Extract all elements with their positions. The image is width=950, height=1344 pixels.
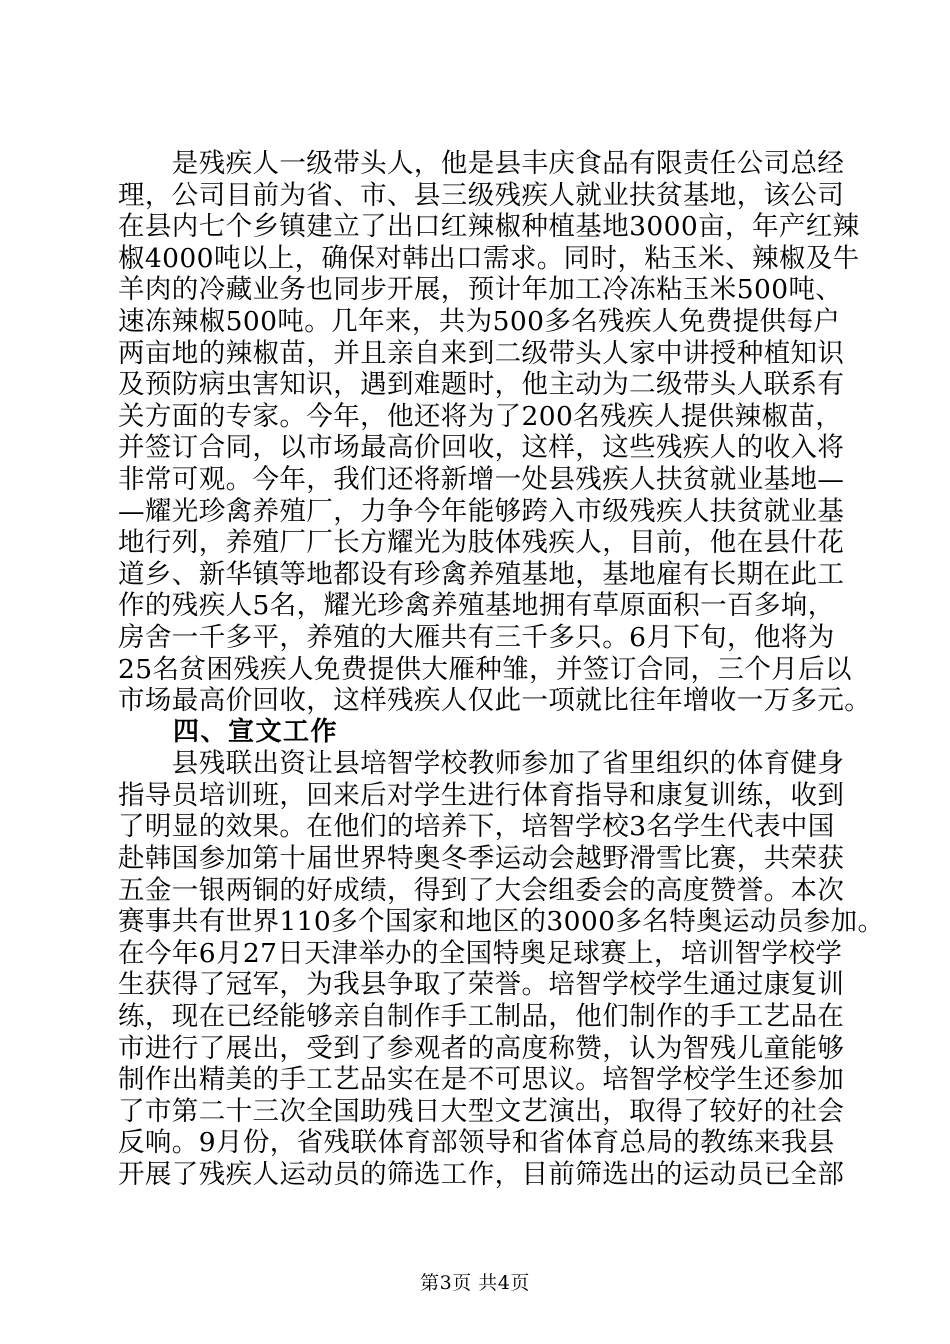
text-line: 羊肉的冷藏业务也同步开展，预计年加工冷冻粘玉米500吨、 — [118, 274, 843, 306]
text-line: 开展了残疾人运动员的筛选工作，目前筛选出的运动员已全部 — [118, 1159, 845, 1190]
text-line: 道乡、新华镇等地都设有珍禽养殖基地，基地雇有长期在此工 — [118, 558, 845, 590]
text-line: 了明显的效果。在他们的培养下，培智学校3名学生代表中国 — [118, 811, 835, 843]
text-line: 五金一银两铜的好成绩，得到了大会组委会的高度赞誉。本次 — [118, 874, 845, 906]
text-line: 并签订合同，以市场最高价回收，这样，这些残疾人的收入将 — [118, 432, 845, 464]
text-line: 房舍一千多平，养殖的大雁共有三千多只。6月下旬，他将为 — [118, 621, 835, 653]
text-line: 生获得了冠军，为我县争取了荣誉。培智学校学生通过康复训 — [118, 969, 845, 1001]
text-line: 赛事共有世界110多个国家和地区的3000多名特奥运动员参加。 — [118, 906, 885, 938]
text-line: 及预防病虫害知识，遇到难题时，他主动为二级带头人联系有 — [118, 369, 845, 401]
text-line: 地行列，养殖厂厂长方耀光为肢体残疾人，目前，他在县什花 — [118, 527, 845, 559]
text-line: 在县内七个乡镇建立了出口红辣椒种植基地3000亩，年产红辣 — [118, 211, 860, 243]
text-line: 赴韩国参加第十届世界特奥冬季运动会越野滑雪比赛，共荣获 — [118, 843, 845, 875]
text-line: 制作出精美的手工艺品实在是不可思议。培智学校学生还参加 — [118, 1064, 845, 1096]
text-line: 两亩地的辣椒苗，并且亲自来到二级带头人家中讲授种植知识 — [118, 337, 845, 369]
text-line: 反响。9月份，省残联体育部领导和省体育总局的教练来我县 — [118, 1127, 835, 1159]
text-line: 理，公司目前为省、市、县三级残疾人就业扶贫基地，该公司 — [118, 179, 845, 211]
text-line: 关方面的专家。今年，他还将为了200名残疾人提供辣椒苗， — [118, 400, 843, 432]
text-line: 速冻辣椒500吨。几年来，共为500多名残疾人免费提供每户 — [118, 305, 841, 337]
text-line: 在今年6月27日天津举办的全国特奥足球赛上，培训智学校学 — [118, 937, 843, 969]
text-line: 25名贫困残疾人免费提供大雁种雏，并签订合同，三个月后以 — [118, 653, 852, 685]
text-line: 了市第二十三次全国助残日大型文艺演出，取得了较好的社会 — [118, 1095, 845, 1127]
text-line: 非常可观。今年，我们还将新增一处县残疾人扶贫就业基地— — [118, 463, 845, 495]
section-heading: 四、宣文工作 — [118, 716, 339, 747]
text-line: 县残联出资让县培智学校教师参加了省里组织的体育健身 — [118, 748, 845, 780]
page-number: 第3页 共4页 — [420, 1272, 530, 1294]
text-line: 市进行了展出，受到了参观者的高度称赞，认为智残儿童能够 — [118, 1032, 845, 1064]
text-line: 练，现在已经能够亲自制作手工制品，他们制作的手工艺品在 — [118, 1001, 845, 1033]
text-line: 指导员培训班，回来后对学生进行体育指导和康复训练，收到 — [118, 779, 845, 811]
text-line: 作的残疾人5名，耀光珍禽养殖基地拥有草原面积一百多垧， — [118, 590, 835, 622]
document-body — [118, 148, 885, 1191]
text-line: 椒4000吨以上，确保对韩出口需求。同时，粘玉米、辣椒及牛 — [118, 242, 860, 274]
text-line: 市场最高价回收，这样残疾人仅此一项就比往年增收一万多元。 — [118, 685, 872, 717]
text-line: 是残疾人一级带头人，他是县丰庆食品有限责任公司总经 — [118, 148, 845, 179]
text-line: —耀光珍禽养殖厂，力争今年能够跨入市级残疾人扶贫就业基 — [118, 495, 845, 527]
